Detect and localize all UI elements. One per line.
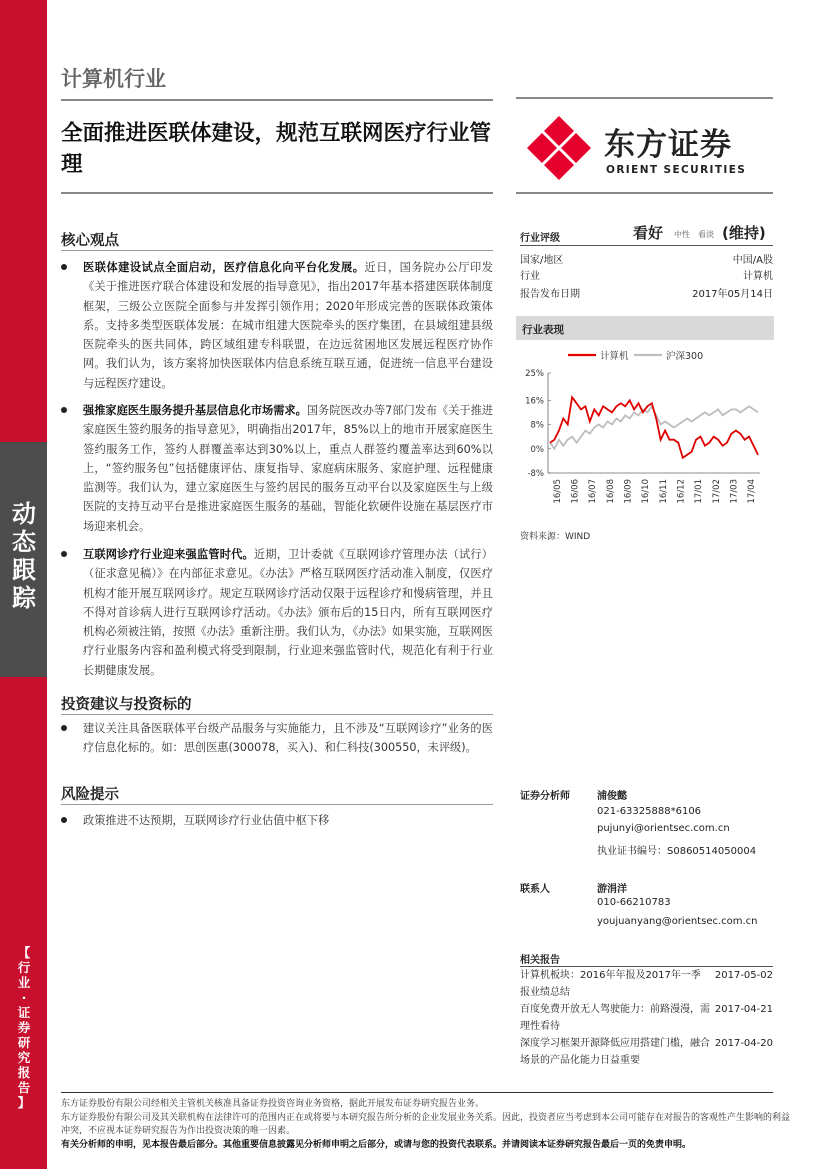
related-report-item[interactable] <box>520 967 773 1001</box>
report-type-char: 【 <box>17 945 31 960</box>
x-tick-label: 16/10 <box>641 479 652 504</box>
section-label <box>8 500 40 612</box>
bullet-dot <box>61 264 67 270</box>
related-report-title[interactable]: 深度学习框架开源降低应用搭建门槛，融合场景的产品化能力日益重要 <box>520 1038 710 1066</box>
related-report-title[interactable]: 百度免费开放无人驾驶能力：前路漫漫，需理性看待 <box>520 1004 710 1032</box>
contact-email[interactable]: youjuanyang@orientsec.com.cn <box>597 916 758 927</box>
divider <box>61 714 493 715</box>
rating-neutral: 中性 <box>674 230 690 239</box>
rating-label: 行业评级 <box>520 233 560 244</box>
y-tick-label: 25% <box>525 369 544 379</box>
report-type-char: 告 <box>17 1080 31 1095</box>
report-type-char: 】 <box>17 1095 31 1110</box>
related-title: 相关报告 <box>520 955 560 966</box>
footer-statement: 有关分析师的申明，见本报告最后部分。其他重要信息披露见分析师申明之后部分，或请与您的投资代表联系。并请阅读本证券研究报告最后一页的免责申明。 <box>61 1140 692 1150</box>
analyst-name: 浦俊懿 <box>597 791 627 802</box>
rating-hold: (维持) <box>722 224 766 242</box>
x-tick-label: 16/11 <box>658 479 669 504</box>
info-key: 行业 <box>520 271 540 282</box>
bullet-body: 近期，卫计委就《互联网诊疗管理办法（试行）（征求意见稿）》在内部征求意见。《办法》严格互联网医疗活动准入制度，仅医疗机构才能开展互联网诊疗。规定互联网诊疗活动仅限于远程诊疗和慢病管理，并且不得对首诊病人进行互联网诊疗活动。《办法》颁布后的15日内，所有互联网医疗机构必须被注销，按照《办法》重新注册。我们认为，《办法》如果实施，互联网医疗行业服务内容和盈利模式将受到限制，行业迎来强监管时代，规范化有利于行业长期健康发展。 <box>83 548 493 677</box>
bullet-dot <box>61 817 67 823</box>
related-report-date: 2017-04-20 <box>714 1038 773 1049</box>
y-tick-label: -8% <box>527 469 544 479</box>
invest-heading: 投资建议与投资标的 <box>61 697 192 713</box>
analyst-email[interactable]: pujunyi@orientsec.com.cn <box>597 823 730 834</box>
divider <box>61 250 493 251</box>
y-tick-label: 0% <box>530 444 544 455</box>
risk-bullet <box>61 811 493 830</box>
report-type-char: 行 <box>17 960 31 975</box>
section-char: 跟 <box>12 556 36 584</box>
x-tick-label: 16/09 <box>623 479 634 504</box>
company-logo <box>526 114 776 180</box>
bullet-dot <box>61 725 67 731</box>
bullet-body: 建议关注具备医联体平台级产品服务与实施能力，且不涉及“互联网诊疗”业务的医疗信息化标的。如：思创医惠(300078，买入)、和仁科技(300550，未评级)。 <box>83 722 493 755</box>
x-tick-label: 16/12 <box>676 479 687 504</box>
core-bullet <box>61 401 493 536</box>
contact-phone: 010-66210783 <box>597 897 671 908</box>
bullet-body: 近日，国务院办公厅印发《关于推进医疗联合体建设和发展的指导意见》，指出2017年基本搭建医联体制度框架，三级公立医院全面参与并发挥引领作用；2020年形成完善的医联体政策体系。支持多类型医联体发展：在城市组建大医院牵头的医疗集团，在县域组建县级医院牵头的医共同体，跨区域组建专科联盟，在边远贫困地区发展远程医疗协作网。我们认为，该方案将加快医联体内信息系统互联互通，促进统一信息平台建设与远程医疗建设。 <box>83 261 493 390</box>
info-value: 2017年05月14日 <box>692 289 773 300</box>
legend-label: 计算机 <box>600 351 629 362</box>
section-char: 踪 <box>12 584 36 612</box>
divider <box>516 97 773 99</box>
x-tick-label: 17/02 <box>711 479 722 504</box>
x-tick-label: 16/07 <box>588 479 599 504</box>
report-title: 全面推进医联体建设，规范互联网医疗行业管理 <box>61 121 492 177</box>
divider <box>61 99 493 101</box>
performance-chart <box>516 343 774 525</box>
logo-cn-text: 东方证券 <box>604 127 732 163</box>
report-type-char: 研 <box>17 1035 31 1050</box>
info-value: 中国/A股 <box>732 255 773 266</box>
x-tick-label: 16/06 <box>570 479 581 504</box>
info-value: 计算机 <box>743 271 773 282</box>
y-tick-label: 8% <box>530 420 544 431</box>
risk-heading: 风险提示 <box>61 787 119 803</box>
footer-divider <box>61 1092 773 1093</box>
core-bullet <box>61 545 493 680</box>
report-type-char: 证 <box>17 1005 31 1020</box>
x-tick-label: 17/01 <box>694 479 705 504</box>
report-type-char: 业 <box>17 975 31 990</box>
report-type-char: 报 <box>17 1065 31 1080</box>
contact-label: 联系人 <box>520 884 550 895</box>
section-char: 动 <box>12 500 36 528</box>
bullet-lead: 医联体建设试点全面启动，医疗信息化向平台化发展。 <box>83 261 365 274</box>
invest-bullet <box>61 719 493 758</box>
bullet-dot <box>61 551 67 557</box>
logo-en-text: ORIENT SECURITIES <box>606 164 747 176</box>
analyst-phone: 021-63325888*6106 <box>597 806 702 817</box>
legend-label: 沪深300 <box>666 351 704 362</box>
related-report-date: 2017-05-02 <box>714 970 773 981</box>
report-type-char: · <box>21 990 27 1005</box>
section-char: 态 <box>12 528 36 556</box>
related-report-date: 2017-04-21 <box>714 1004 773 1015</box>
analyst-cert: 执业证书编号：S0860514050004 <box>597 846 757 857</box>
related-report-title[interactable]: 计算机板块：2016年年报及2017年一季报业绩总结 <box>520 970 701 998</box>
rating-bearish: 看淡 <box>698 230 714 239</box>
bullet-body: 政策推进不达预期，互联网诊疗行业估值中枢下移 <box>83 814 330 827</box>
divider <box>516 192 773 194</box>
footer-line: 东方证券股份有限公司及其关联机构在法律许可的范围内正在或将要与本研究报告所分析的企业发展业务关系。因此，投资者应当考虑到本公司可能存在对报告的客观性产生影响的利益冲突，不应视本证券研究报告为作出投资决策的唯一因素。 <box>61 1113 791 1136</box>
series-line <box>550 397 758 458</box>
report-type-char: 究 <box>17 1050 31 1065</box>
x-tick-label: 16/08 <box>605 479 616 504</box>
divider <box>61 804 493 805</box>
x-tick-label: 16/05 <box>552 479 563 504</box>
chart-source: 资料来源：WIND <box>520 532 591 542</box>
bullet-body: 国务院医改办等7部门发布《关于推进家庭医生签约服务的指导意见》，明确指出2017年，85%以上的地市开展家庭医生签约服务工作，签约人群覆盖率达到30%以上，重点人群签约覆盖率达到60%以上，“签约服务包”包括健康评估、康复指导、家庭病床服务、家庭护理、远程健康监测等。我们认为，建立家庭医生与签约居民的服务互动平台以及家庭医生与上级医院的支持互动平台是推进家庭医生服务的基础，智能化软硬件设施在基层医疗市场迎来机会。 <box>83 404 493 533</box>
performance-title: 行业表现 <box>522 324 564 336</box>
contact-name: 游涓洋 <box>597 884 627 895</box>
related-report-item[interactable] <box>520 1035 773 1069</box>
industry-label: 计算机行业 <box>61 67 166 91</box>
y-tick-label: 16% <box>525 396 544 407</box>
core-view-heading: 核心观点 <box>61 233 119 249</box>
related-report-item[interactable] <box>520 1001 773 1035</box>
rating-value: 看好 <box>633 224 664 242</box>
info-key: 报告发布日期 <box>520 289 580 300</box>
x-tick-label: 17/03 <box>729 479 740 504</box>
bullet-lead: 强推家庭医生服务提升基层信息化市场需求。 <box>83 404 307 417</box>
analyst-label: 证券分析师 <box>520 791 570 802</box>
bullet-lead: 互联网诊疗行业迎来强监管时代。 <box>83 548 254 561</box>
report-type-label <box>13 945 35 1110</box>
core-bullet <box>61 258 493 393</box>
logo-mark-icon <box>526 114 596 180</box>
footer-line: 东方证券股份有限公司经相关主管机关核准具备证券投资咨询业务资格，据此开展发布证券研究报告业务。 <box>61 1099 485 1109</box>
report-type-char: 券 <box>17 1020 31 1035</box>
divider <box>61 192 493 194</box>
bullet-dot <box>61 407 67 413</box>
info-key: 国家/地区 <box>520 255 564 266</box>
divider <box>520 245 773 246</box>
x-tick-label: 17/04 <box>747 479 758 504</box>
